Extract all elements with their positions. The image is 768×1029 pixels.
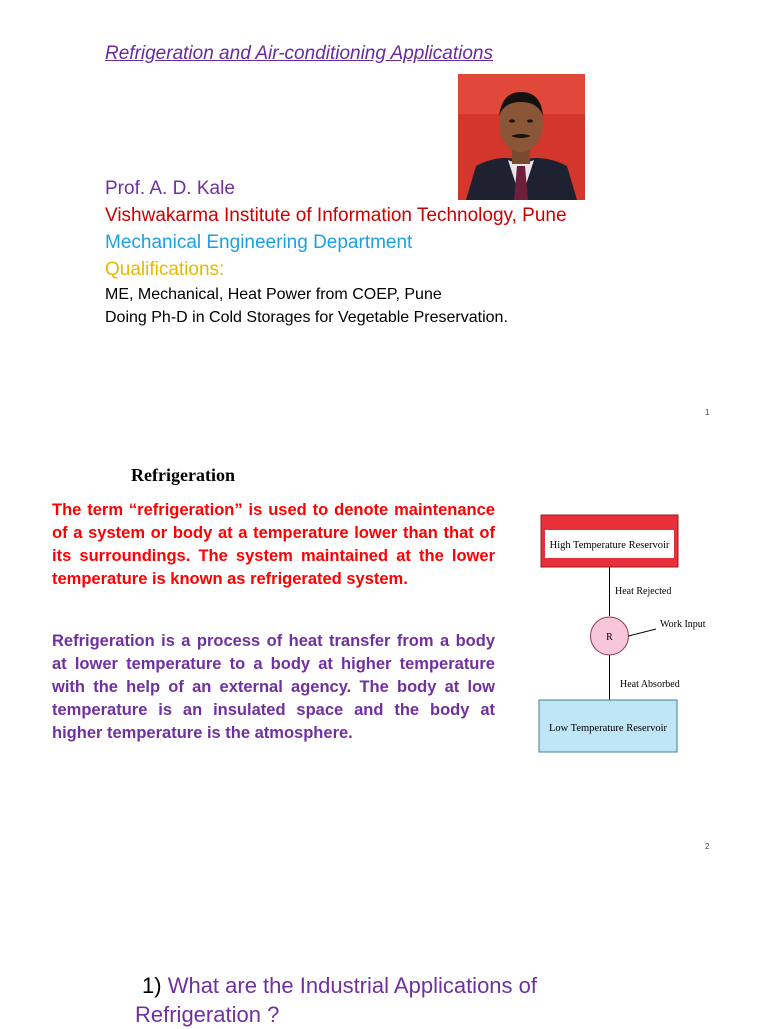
institute-name: Vishwakarma Institute of Information Technology, Pune (105, 205, 567, 226)
page-number: 1 (705, 408, 710, 417)
portrait-image (458, 74, 585, 200)
heat-rejected-label: Heat Rejected (615, 586, 672, 597)
slide1-title: Refrigeration and Air-conditioning Applications (105, 43, 493, 64)
page-number: 2 (705, 842, 710, 851)
question-number: 1) (142, 973, 162, 998)
work-input-line (629, 629, 657, 636)
presenter-name: Prof. A. D. Kale (105, 178, 235, 199)
heat-absorbed-label: Heat Absorbed (620, 679, 680, 690)
process-paragraph: Refrigeration is a process of heat transfer from a body at lower temperature to a body at higher temperature with the help of an external agency. The body at low temperature is an insulated space and the body at higher temperature is the atmosphere. (52, 632, 495, 742)
refrigeration-diagram (536, 510, 726, 765)
presenter-photo (458, 74, 585, 200)
definition-paragraph: The term “refrigeration” is used to denote maintenance of a system or body at a temperature lower than that of its surroundings. The system maintained at the lower temperature is known as refrigerated system. (52, 501, 495, 588)
slide2-heading: Refrigeration (131, 465, 235, 485)
department-name: Mechanical Engineering Department (105, 232, 413, 253)
qualification-item: Doing Ph-D in Cold Storages for Vegetable Preservation. (105, 309, 508, 326)
question-text: What are the Industrial Applications of Refrigeration ? (135, 973, 538, 1027)
qualification-item: ME, Mechanical, Heat Power from COEP, Pune (105, 286, 442, 303)
qualifications-label: Qualifications: (105, 259, 225, 280)
refrigerator-label: R (606, 632, 613, 643)
slide3-question (135, 971, 635, 1029)
work-input-label: Work Input (660, 619, 706, 630)
high-reservoir-label: High Temperature Reservoir (549, 540, 670, 551)
low-reservoir-label: Low Temperature Reservoir (548, 723, 668, 734)
